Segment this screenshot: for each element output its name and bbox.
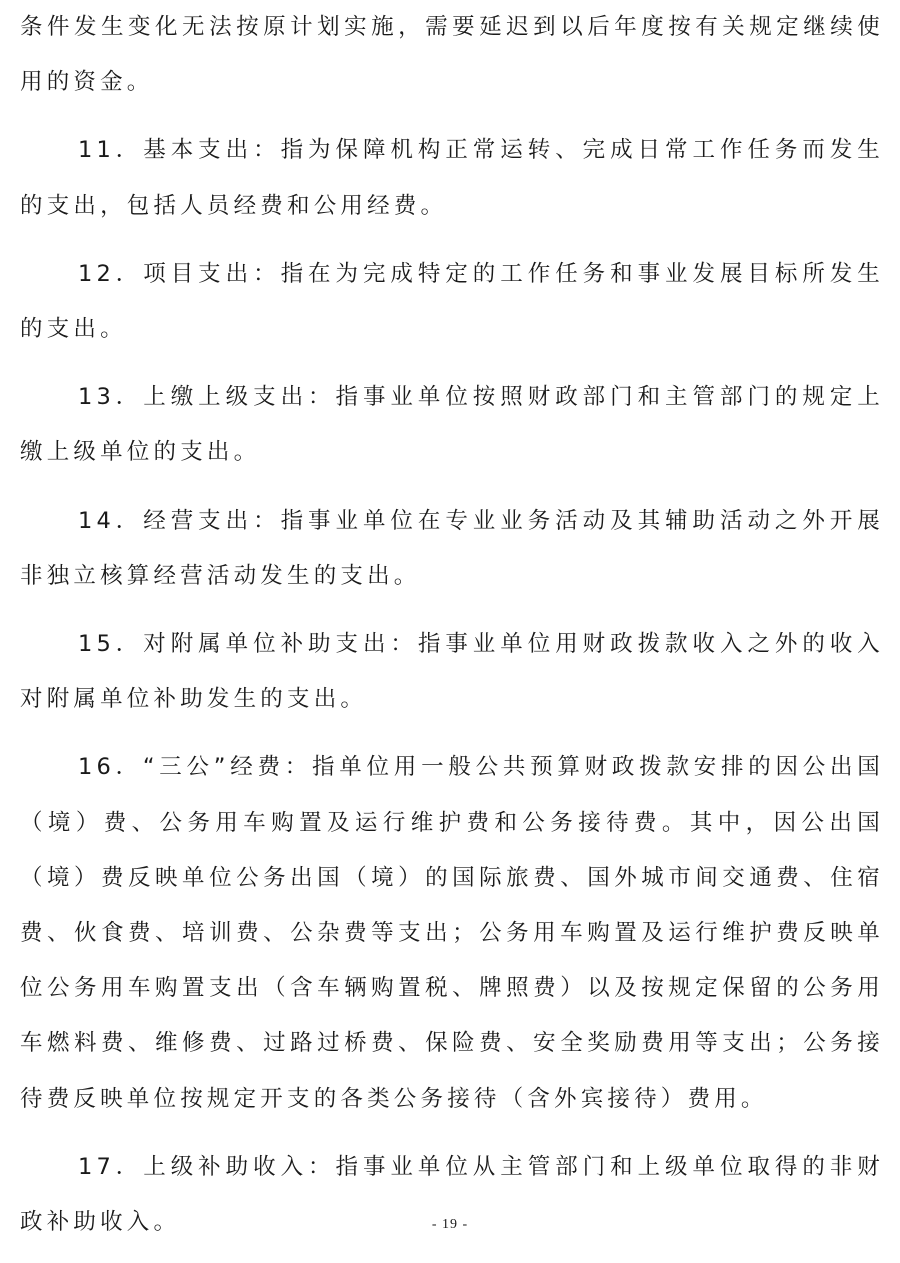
paragraph-item-17: 17．上级补助收入：指事业单位从主管部门和上级单位取得的非财政补助收入。 <box>20 1153 884 1236</box>
paragraph-item-12: 12．项目支出：指在为完成特定的工作任务和事业发展目标所发生的支出。 <box>20 260 884 343</box>
paragraph-item-16: 16．“三公”经费：指单位用一般公共预算财政拨款安排的因公出国（境）费、公务用车购置及运行维护费和公务接待费。其中，因公出国（境）费反映单位公务出国（境）的国际旅费、国外城市间交通费、住宿费、伙食费、培训费、公杂费等支出；公务用车购置及运行维护费反映单位公务用车购置支出（含车辆购置税、牌照费）以及按规定保留的公务用车燃料费、维修费、过路过桥费、保险费、安全奖励费用等支出；公务接待费反映单位按规定开支的各类公务接待（含外宾接待）费用。 <box>20 754 884 1112</box>
document-body <box>20 0 884 1263</box>
paragraph-item-15: 15．对附属单位补助支出：指事业单位用财政拨款收入之外的收入对附属单位补助发生的支出。 <box>20 631 884 713</box>
paragraph-item-13: 13．上缴上级支出：指事业单位按照财政部门和主管部门的规定上缴上级单位的支出。 <box>20 384 884 466</box>
paragraph-item-14: 14．经营支出：指事业单位在专业业务活动及其辅助活动之外开展非独立核算经营活动发生的支出。 <box>20 507 884 589</box>
paragraph-item-11: 11．基本支出：指为保障机构正常运转、完成日常工作任务而发生的支出，包括人员经费和公用经费。 <box>20 137 884 219</box>
paragraph-continuation: 条件发生变化无法按原计划实施，需要延迟到以后年度按有关规定继续使用的资金。 <box>20 14 884 96</box>
page-number: - 19 - <box>431 1217 469 1232</box>
